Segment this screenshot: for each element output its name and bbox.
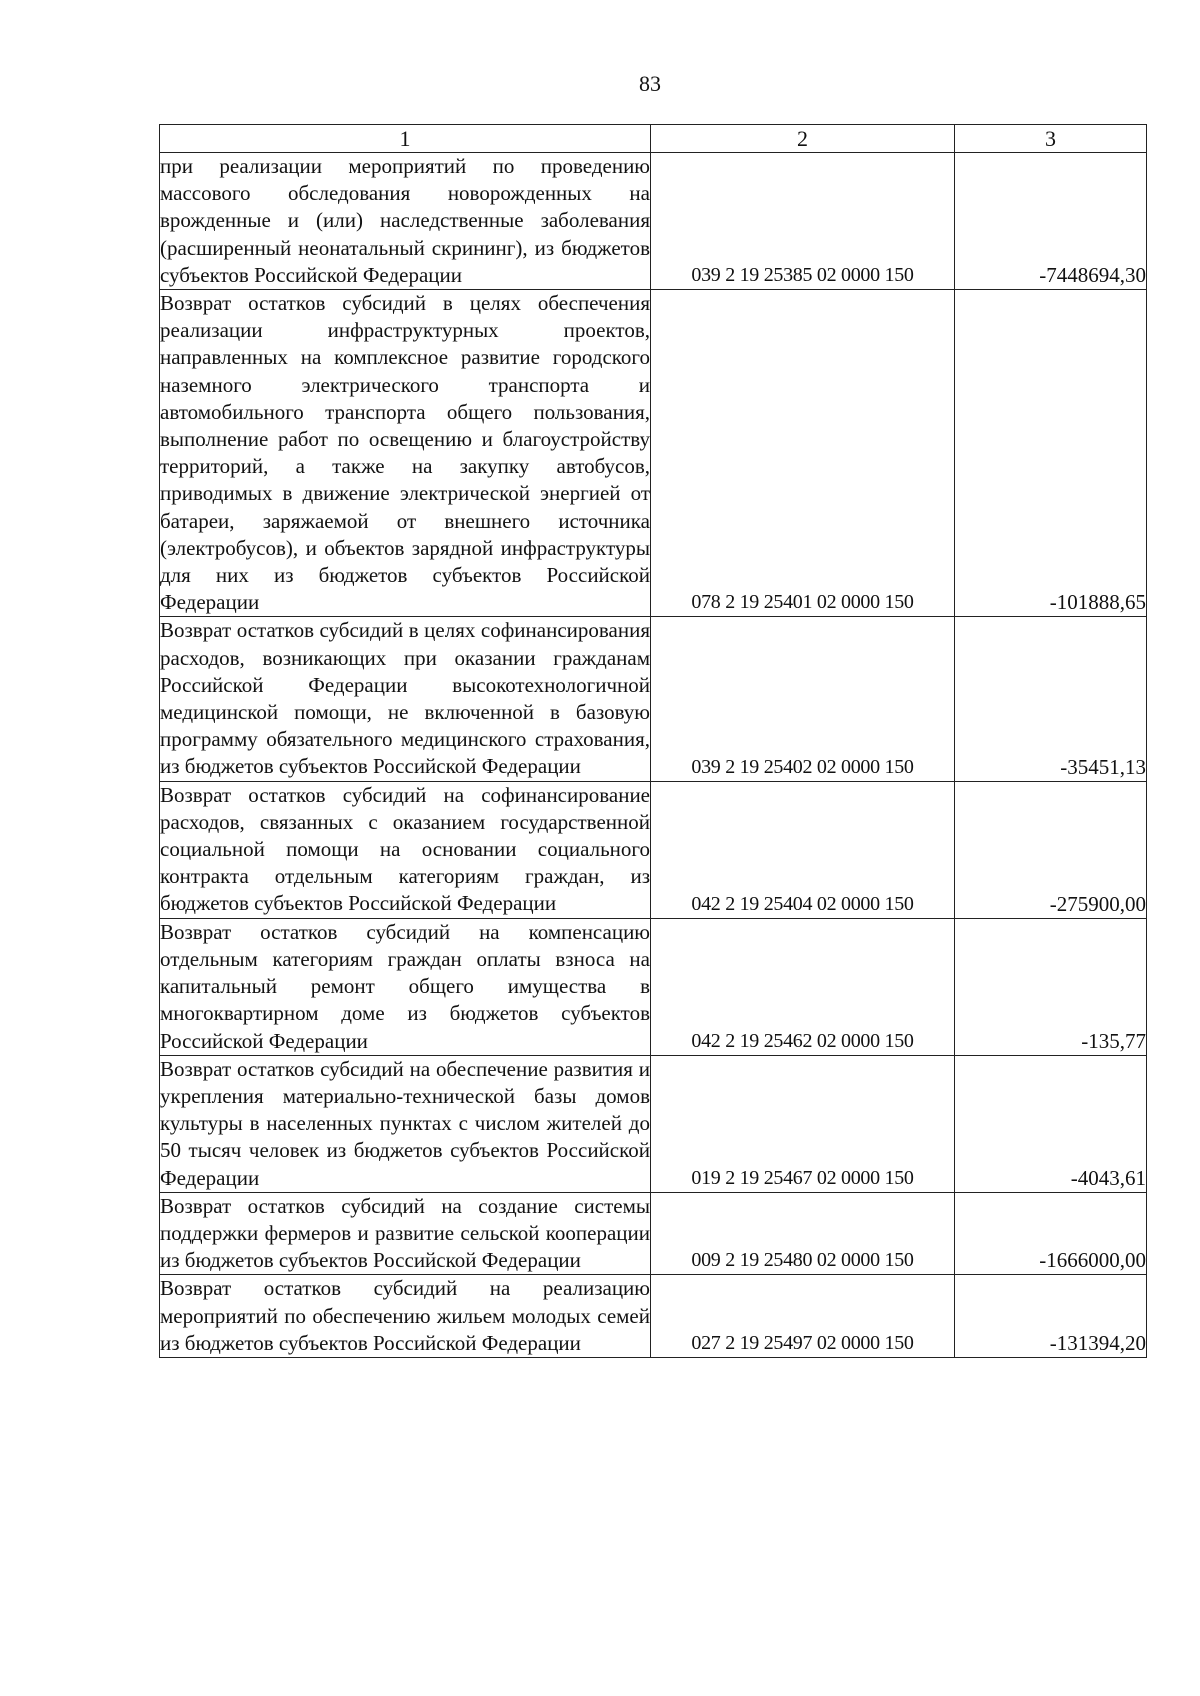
row-amount: -1666000,00 [955,1192,1147,1275]
row-budget-code: 019 2 19 25467 02 0000 150 [651,1055,955,1192]
row-amount: -7448694,30 [955,153,1147,290]
row-amount: -4043,61 [955,1055,1147,1192]
table-row [160,1192,1147,1275]
budget-table [159,124,1147,1358]
table-row [160,1275,1147,1358]
table-row [160,781,1147,918]
row-amount: -101888,65 [955,290,1147,617]
column-header-2: 2 [651,125,955,153]
row-amount: -131394,20 [955,1275,1147,1358]
table-header [160,125,1147,153]
row-description: Возврат остатков субсидий в целях софинансирования расходов, возникающих при оказании гражданам Российской Федерации высокотехнологичной медицинской помощи, не включенной в базовую программу обязательного медицинского страхования, из бюджетов субъектов Российской Федерации [160,617,651,781]
table-row [160,153,1147,290]
row-description: Возврат остатков субсидий в целях обеспечения реализации инфраструктурных проектов, направленных на комплексное развитие городского наземного электрического транспорта и автомобильного транспорта общего пользования, выполнение работ по освещению и благоустройству территорий, а также на закупку автобусов, приводимых в движение электрической энергией от батареи, заряжаемой от внешнего источника (электробусов), и объектов зарядной инфраструктуры для них из бюджетов субъектов Российской Федерации [160,290,651,617]
row-description: Возврат остатков субсидий на софинансирование расходов, связанных с оказанием государственной социальной помощи на основании социального контракта отдельным категориям граждан, из бюджетов субъектов Российской Федерации [160,781,651,918]
row-budget-code: 078 2 19 25401 02 0000 150 [651,290,955,617]
table-row [160,290,1147,617]
row-budget-code: 027 2 19 25497 02 0000 150 [651,1275,955,1358]
row-budget-code: 009 2 19 25480 02 0000 150 [651,1192,955,1275]
header-row [160,125,1147,153]
row-description: при реализации мероприятий по проведению массового обследования новорожденных на врожденные и (или) наследственные заболевания (расширенный неонатальный скрининг), из бюджетов субъектов Российской Федерации [160,153,651,290]
table-row [160,918,1147,1055]
row-amount: -275900,00 [955,781,1147,918]
column-header-1: 1 [160,125,651,153]
page-number: 83 [639,71,661,96]
row-amount: -135,77 [955,918,1147,1055]
row-description: Возврат остатков субсидий на создание системы поддержки фермеров и развитие сельской кооперации из бюджетов субъектов Российской Федерации [160,1192,651,1275]
row-budget-code: 039 2 19 25402 02 0000 150 [651,617,955,781]
table-row [160,617,1147,781]
table-body [160,153,1147,1358]
row-budget-code: 042 2 19 25462 02 0000 150 [651,918,955,1055]
table-row [160,1055,1147,1192]
column-header-3: 3 [955,125,1147,153]
row-description: Возврат остатков субсидий на реализацию мероприятий по обеспечению жильем молодых семей из бюджетов субъектов Российской Федерации [160,1275,651,1358]
row-description: Возврат остатков субсидий на обеспечение развития и укрепления материально-технической базы домов культуры в населенных пунктах с числом жителей до 50 тысяч человек из бюджетов субъектов Российской Федерации [160,1055,651,1192]
row-budget-code: 042 2 19 25404 02 0000 150 [651,781,955,918]
row-budget-code: 039 2 19 25385 02 0000 150 [651,153,955,290]
row-description: Возврат остатков субсидий на компенсацию отдельным категориям граждан оплаты взноса на капитальный ремонт общего имущества в многоквартирном доме из бюджетов субъектов Российской Федерации [160,918,651,1055]
row-amount: -35451,13 [955,617,1147,781]
